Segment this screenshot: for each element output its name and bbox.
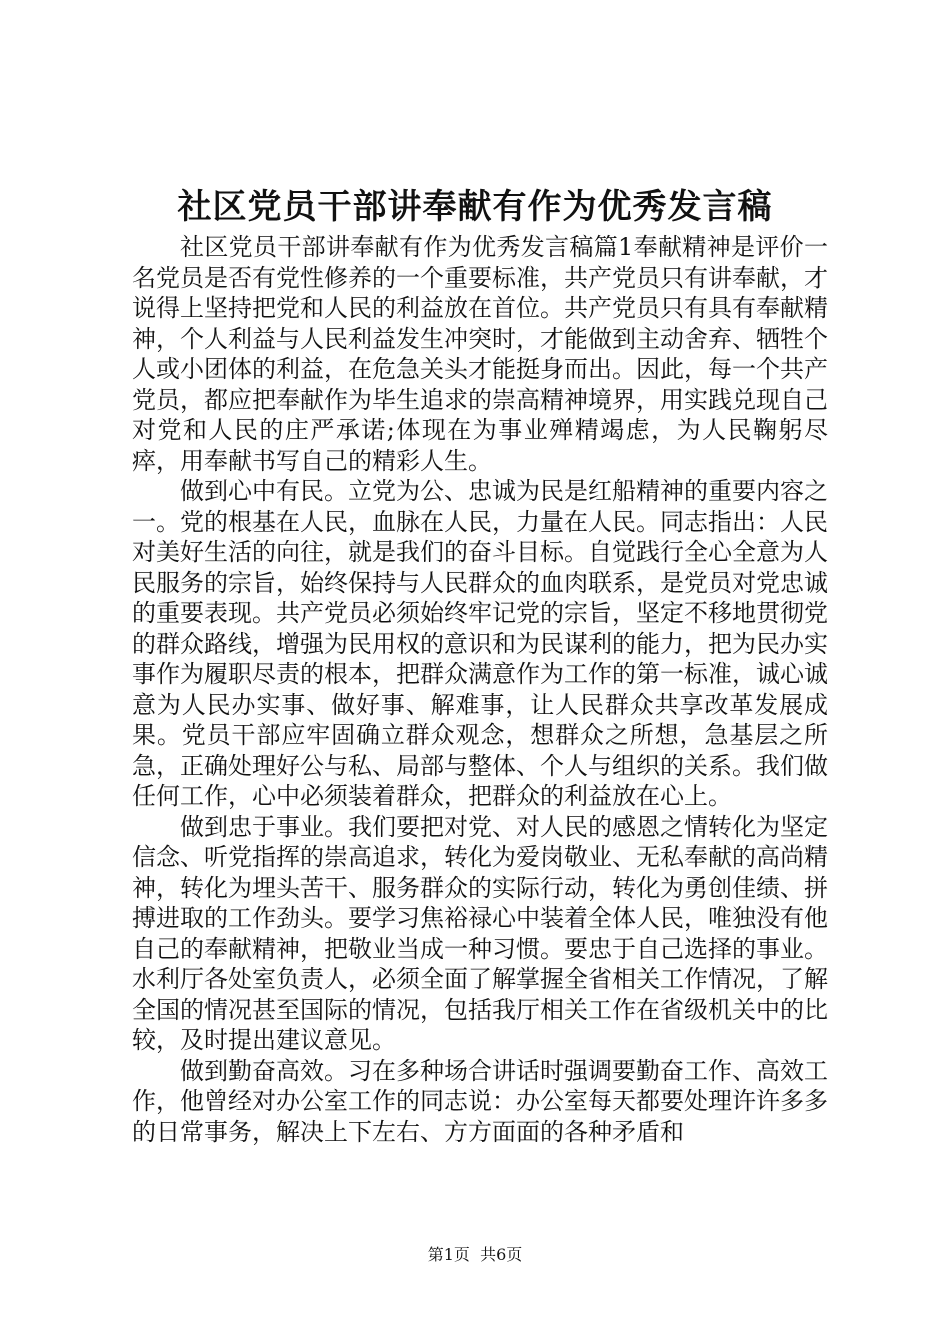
page-number: 第1页 xyxy=(427,1245,470,1264)
page-total: 共6页 xyxy=(480,1245,523,1264)
footer-spacer xyxy=(470,1245,480,1264)
paragraph-4: 做到勤奋高效。习在多种场合讲话时强调要勤奋工作、高效工作，他曾经对办公室工作的同志说：办公室每天都要处理许许多多的日常事务，解决上下左右、方方面面的各种矛盾和 xyxy=(132,1056,828,1146)
document-body xyxy=(132,232,828,1147)
paragraph-1: 社区党员干部讲奉献有作为优秀发言稿篇1奉献精神是评价一名党员是否有党性修养的一个重要标准，共产党员只有讲奉献，才说得上坚持把党和人民的利益放在首位。共产党员只有具有奉献精神，个人利益与人民利益发生冲突时，才能做到主动舍弃、牺牲个人或小团体的利益，在危急关头才能挺身而出。因此，每一个共产党员，都应把奉献作为毕生追求的崇高精神境界，用实践兑现自己对党和人民的庄严承诺;体现在为事业殚精竭虑，为人民鞠躬尽瘁，用奉献书写自己的精彩人生。 xyxy=(132,233,828,475)
document-title: 社区党员干部讲奉献有作为优秀发言稿 xyxy=(177,187,773,227)
page-footer xyxy=(0,1243,950,1267)
paragraph-2: 做到心中有民。立党为公、忠诚为民是红船精神的重要内容之一。党的根基在人民，血脉在人民，力量在人民。同志指出：人民对美好生活的向往，就是我们的奋斗目标。自觉践行全心全意为人民服务的宗旨，始终保持与人民群众的血肉联系，是党员对党忠诚的重要表现。共产党员必须始终牢记党的宗旨，坚定不移地贯彻党的群众路线，增强为民用权的意识和为民谋利的能力，把为民办实事作为履职尽责的根本，把群众满意作为工作的第一标准，诚心诚意为人民办实事、做好事、解难事，让人民群众共享改革发展成果。党员干部应牢固确立群众观念，想群众之所想，急基层之所急，正确处理好公与私、局部与整体、个人与组织的关系。我们做任何工作，心中必须装着群众，把群众的利益放在心上。 xyxy=(132,477,828,810)
paragraph-3: 做到忠于事业。我们要把对党、对人民的感恩之情转化为坚定信念、听党指挥的崇高追求，转化为爱岗敬业、无私奉献的高尚精神，转化为埋头苦干、服务群众的实际行动，转化为勇创佳绩、拼搏进取的工作劲头。要学习焦裕禄心中装着全体人民，唯独没有他自己的奉献精神，把敬业当成一种习惯。要忠于自己选择的事业。水利厅各处室负责人，必须全面了解掌握全省相关工作情况，了解全国的情况甚至国际的情况，包括我厅相关工作在省级机关中的比较，及时提出建议意见。 xyxy=(132,812,828,1054)
